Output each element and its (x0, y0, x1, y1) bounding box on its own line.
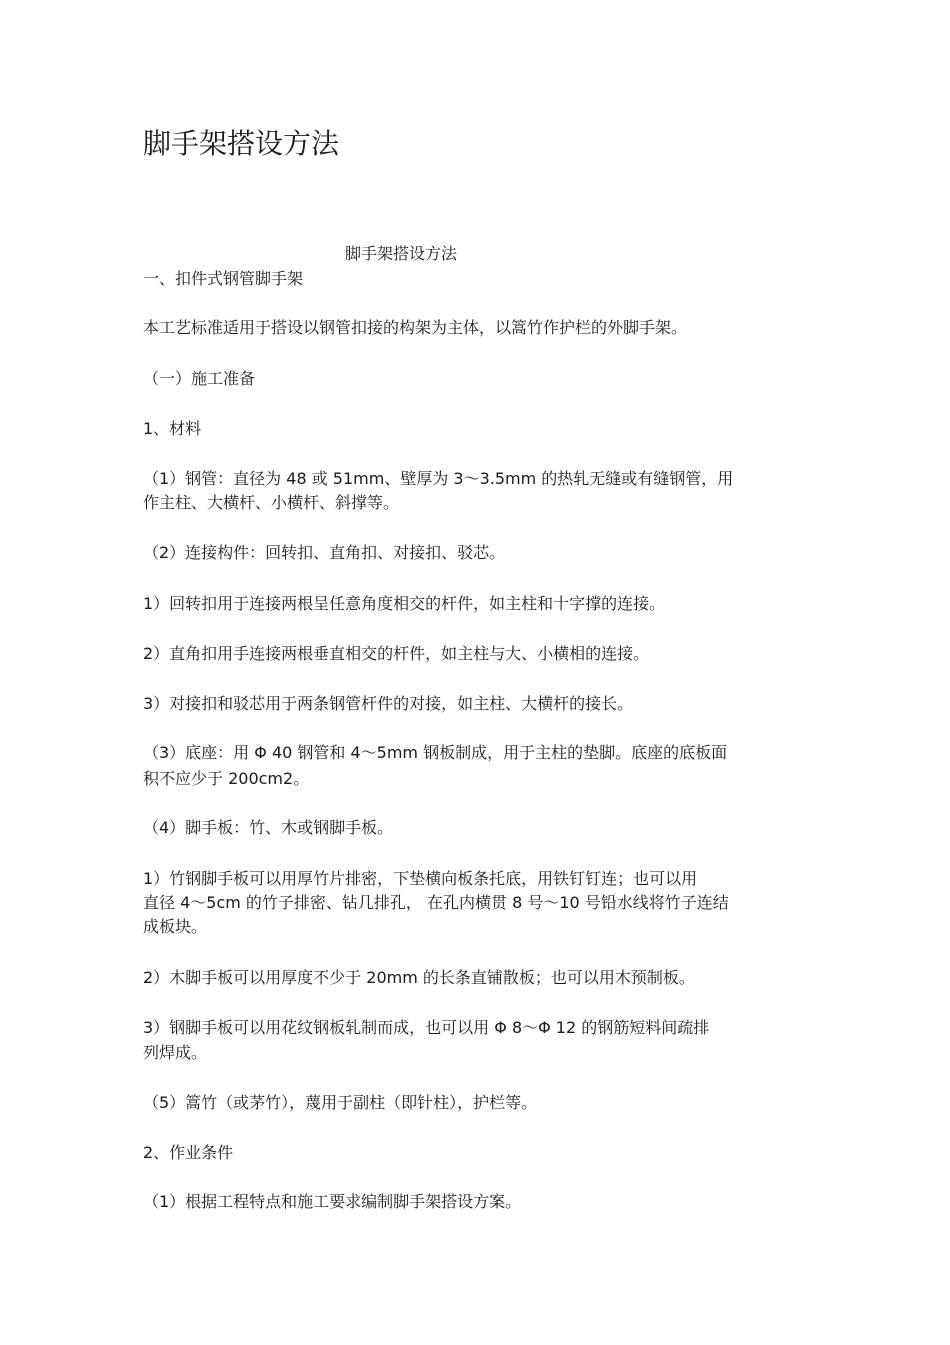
subsection-heading: 1、材料 (143, 419, 202, 438)
paragraph: （2）连接构件：回转扣、直角扣、对接扣、驳芯。 (143, 543, 506, 562)
paragraph-line: （3）底座：用 Φ 40 钢管和 4～5mm 钢板制成，用于主柱的垫脚。底座的底板面 (143, 743, 728, 762)
paragraph: 3）对接扣和驳芯用于两条钢管杆件的对接，如主柱、大横杆的接长。 (143, 694, 634, 713)
paragraph-line: 积不应少于 200cm2。 (143, 769, 310, 788)
paragraph: 本工艺标准适用于搭设以钢管扣接的构架为主体，以篙竹作护栏的外脚手架。 (143, 318, 688, 337)
document-title: 脚手架搭设方法 (143, 127, 340, 160)
paragraph: （5）篙竹（或茅竹），蔑用于副柱（即针柱），护栏等。 (143, 1093, 538, 1112)
paragraph: 2）直角扣用手连接两根垂直相交的杆件，如主柱与大、小横相的连接。 (143, 644, 650, 663)
paragraph-line: 成板块。 (143, 917, 208, 936)
paragraph-line: （1）钢管：直径为 48 或 51mm、壁厚为 3～3.5mm 的热轧无缝或有缝钢管，用 (143, 469, 734, 488)
paragraph-line: 直径 4～5cm 的竹子排密、钻几排孔， 在孔内横贯 8 号～10 号铅水线将竹子连结 (143, 893, 729, 912)
paragraph: 2）木脚手板可以用厚度不少于 20mm 的长条直铺散板；也可以用木预制板。 (143, 968, 695, 987)
paragraph-line: 作主柱、大横杆、小横杆、斜撑等。 (143, 493, 400, 512)
section-heading: 一、扣件式钢管脚手架 (143, 269, 304, 288)
document-subtitle: 脚手架搭设方法 (345, 244, 458, 263)
paragraph-line: 1）竹钢脚手板可以用厚竹片排密，下垫横向板条托底，用铁钉钉连；也可以用 (143, 869, 698, 888)
paragraph: （1）根据工程特点和施工要求编制脚手架搭设方案。 (143, 1192, 522, 1211)
paragraph-line: 3）钢脚手板可以用花纹钢板轧制而成，也可以用 Φ 8～Φ 12 的钢筋短料间疏排 (143, 1018, 710, 1037)
subsection-heading: 2、作业条件 (143, 1143, 234, 1162)
paragraph-line: 列焊成。 (143, 1043, 208, 1062)
paragraph: 1）回转扣用于连接两根呈任意角度相交的杆件，如主柱和十字撑的连接。 (143, 594, 666, 613)
paragraph: （4）脚手板：竹、木或钢脚手板。 (143, 818, 394, 837)
section-heading: （一）施工准备 (143, 369, 256, 388)
